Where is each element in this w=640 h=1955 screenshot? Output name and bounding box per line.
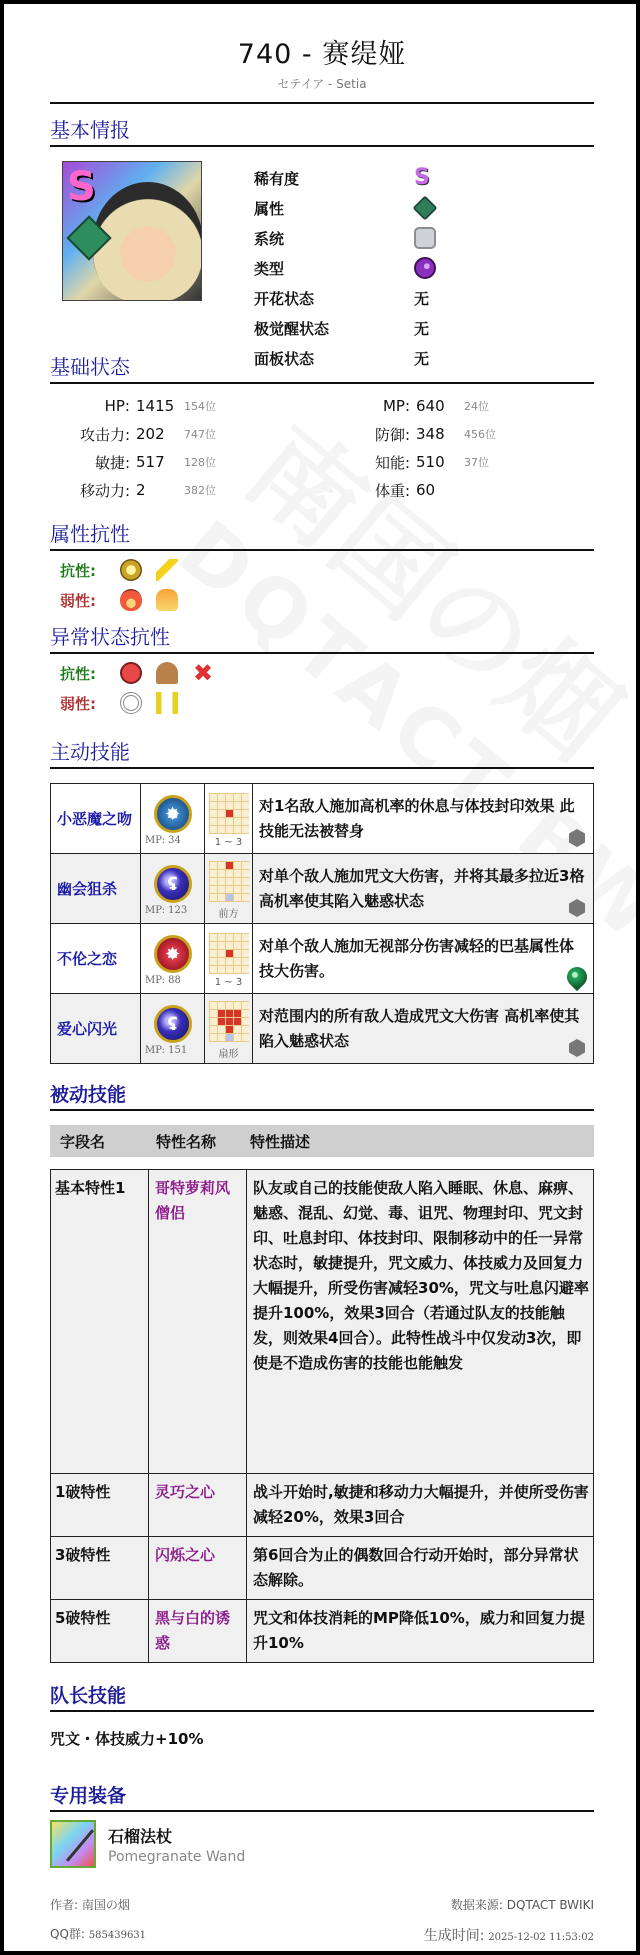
stat-rank: 37位 bbox=[464, 456, 489, 469]
stat-value: 348 bbox=[416, 425, 445, 443]
wand-icon bbox=[50, 1820, 96, 1868]
divider bbox=[50, 102, 594, 104]
passive-row bbox=[51, 1537, 594, 1600]
skill-range-cell bbox=[205, 854, 253, 924]
skill-range-cell bbox=[205, 784, 253, 854]
passive-field: 3破特性 bbox=[51, 1537, 149, 1600]
stat-value: 640 bbox=[416, 397, 445, 415]
neutral-hex-icon bbox=[569, 1039, 585, 1057]
header-name: 特性名称 bbox=[156, 1132, 217, 1151]
resist-label: 抗性: bbox=[60, 561, 96, 580]
skill-orb-red-icon: ✸ bbox=[154, 935, 192, 973]
passive-field: 基本特性1 bbox=[51, 1170, 149, 1474]
stat-intelligence bbox=[350, 448, 594, 476]
skill-name: 幽会狙杀 bbox=[51, 854, 141, 924]
stat-mp bbox=[350, 392, 594, 420]
skill-range-cell bbox=[205, 924, 253, 994]
qq-value: 585439631 bbox=[88, 1930, 147, 1941]
skill-mp: MP: 88 bbox=[145, 975, 181, 986]
skill-range: 扇形 bbox=[218, 1049, 239, 1060]
stat-attack bbox=[50, 420, 350, 448]
skill-row bbox=[51, 994, 594, 1064]
skill-name: 爱心闪光 bbox=[51, 994, 141, 1064]
skill-desc-cell bbox=[253, 994, 594, 1064]
passive-desc: 战斗开始时,敏捷和移动力大幅提升，并使所受伤害减轻20%，效果3回合 bbox=[247, 1474, 594, 1537]
time-label: 生成时间: bbox=[423, 1928, 485, 1944]
range-grid-icon bbox=[209, 1001, 249, 1042]
system-icon bbox=[414, 227, 436, 249]
equipment-en-name: Pomegranate Wand bbox=[108, 1848, 246, 1865]
stat-value: 1415 bbox=[136, 397, 175, 415]
info-value: 无 bbox=[414, 289, 430, 308]
info-label: 面板状态 bbox=[254, 349, 315, 368]
section-leader-skill: 队长技能 bbox=[50, 1681, 594, 1712]
equipment-text bbox=[108, 1824, 245, 1865]
range-grid-icon bbox=[209, 793, 249, 834]
skill-desc: 对单个敌人施加咒文大伤害，并将其最多拉近3格 高机率使其陷入魅惑状态 bbox=[259, 866, 585, 910]
skill-desc-cell bbox=[253, 854, 594, 924]
page-subtitle: セテイア - Setia bbox=[277, 77, 367, 91]
stat-defense bbox=[350, 420, 594, 448]
info-row-awakening bbox=[254, 313, 436, 343]
status-weak-row bbox=[60, 688, 594, 718]
passive-row bbox=[51, 1600, 594, 1663]
section-status-resist: 异常状态抗性 bbox=[50, 621, 594, 654]
passive-row bbox=[51, 1474, 594, 1537]
passive-desc: 第6回合为止的偶数回合行动开始时，部分异常状态解除。 bbox=[247, 1537, 594, 1600]
skill-name: 小恶魔之吻 bbox=[51, 784, 141, 854]
seal-status-icon bbox=[156, 662, 178, 684]
stat-value: 510 bbox=[416, 453, 445, 471]
passive-name: 哥特萝莉风僧侣 bbox=[149, 1170, 247, 1474]
section-base-stats: 基础状态 bbox=[50, 351, 594, 384]
skill-desc: 对范围内的所有敌人造成咒文大伤害 高机率使其陷入魅惑状态 bbox=[259, 1006, 580, 1050]
info-value: 无 bbox=[414, 349, 430, 368]
stat-rank: 382位 bbox=[184, 484, 216, 497]
stat-hp bbox=[50, 392, 350, 420]
info-row-system bbox=[254, 223, 436, 253]
stat-value: 517 bbox=[136, 453, 165, 471]
stat-rank: 24位 bbox=[464, 400, 489, 413]
wind-element-icon bbox=[413, 196, 438, 221]
stat-label: 体重: bbox=[374, 481, 410, 500]
stat-value: 202 bbox=[136, 425, 165, 443]
skill-icon-cell bbox=[141, 994, 205, 1064]
footer bbox=[50, 1896, 594, 1945]
info-row-bloom bbox=[254, 283, 436, 313]
skill-name: 不伦之恋 bbox=[51, 924, 141, 994]
skill-mp: MP: 123 bbox=[145, 905, 188, 916]
page-frame bbox=[4, 4, 636, 1951]
stat-rank: 154位 bbox=[184, 400, 216, 413]
info-label: 开花状态 bbox=[254, 289, 315, 308]
passive-row bbox=[51, 1170, 594, 1474]
passive-name: 黑与白的诱惑 bbox=[149, 1600, 247, 1663]
footer-qq bbox=[50, 1925, 322, 1945]
passive-field: 5破特性 bbox=[51, 1600, 149, 1663]
ring-status-icon bbox=[120, 692, 142, 714]
info-value: 无 bbox=[414, 319, 430, 338]
stat-label: 移动力: bbox=[79, 481, 130, 500]
type-magic-icon bbox=[414, 257, 436, 279]
info-label: 稀有度 bbox=[254, 169, 300, 188]
info-label: 极觉醒状态 bbox=[254, 319, 330, 338]
section-passive-skills: 被动技能 bbox=[50, 1080, 594, 1111]
fire-element-icon bbox=[120, 589, 142, 611]
passive-table-header bbox=[50, 1125, 594, 1157]
skill-row bbox=[51, 924, 594, 994]
stat-label: MP: bbox=[382, 397, 410, 415]
instant-death-icon: ✖ bbox=[192, 659, 214, 687]
stat-value: 2 bbox=[136, 481, 146, 499]
stat-label: 防御: bbox=[374, 425, 410, 444]
stat-rank: 128位 bbox=[184, 456, 216, 469]
skill-range-cell bbox=[205, 994, 253, 1064]
stat-label: 敏捷: bbox=[94, 453, 130, 472]
source-label: 数据来源: bbox=[450, 1898, 503, 1912]
footer-author bbox=[50, 1896, 322, 1913]
element-weak-row bbox=[60, 585, 594, 615]
passive-name: 闪烁之心 bbox=[149, 1537, 247, 1600]
stat-move bbox=[50, 476, 350, 504]
skill-orb-spell-icon: ʢ bbox=[154, 1005, 192, 1043]
resist-label: 抗性: bbox=[60, 664, 96, 683]
passive-desc: 咒文和体技消耗的MP降低10%，威力和回复力提升10% bbox=[247, 1600, 594, 1663]
info-label: 属性 bbox=[254, 199, 285, 218]
passive-field: 1破特性 bbox=[51, 1474, 149, 1537]
skill-range: 1 ~ 3 bbox=[214, 837, 243, 848]
author-value: 南国の烟 bbox=[81, 1898, 130, 1912]
neutral-hex-icon bbox=[569, 899, 585, 917]
skill-orb-spell-icon: ʢ bbox=[154, 865, 192, 903]
source-value: DQTACT BWIKI bbox=[506, 1898, 594, 1912]
lightning-element-icon bbox=[156, 559, 178, 581]
weak-label: 弱性: bbox=[60, 591, 96, 610]
info-table bbox=[254, 163, 436, 368]
shake-status-icon bbox=[156, 692, 178, 714]
leader-skill-text: 咒文・体技威力+10% bbox=[50, 1730, 204, 1748]
info-label: 类型 bbox=[254, 259, 285, 278]
info-row-rarity bbox=[254, 163, 436, 193]
stat-value: 60 bbox=[416, 481, 436, 499]
skill-range: 1 ~ 3 bbox=[214, 977, 243, 988]
element-resist-row bbox=[60, 555, 594, 585]
wind-element-icon bbox=[563, 963, 591, 991]
skill-desc: 对单个敌人施加无视部分伤害减轻的巴基属性体技大伤害。 bbox=[259, 936, 575, 980]
character-portrait bbox=[62, 161, 202, 301]
page-title: 740 - 赛缇娅 bbox=[237, 39, 407, 70]
info-row-panel bbox=[254, 343, 436, 373]
section-active-skills: 主动技能 bbox=[50, 736, 594, 769]
qq-label: QQ群: bbox=[50, 1927, 85, 1941]
light-element-icon bbox=[120, 559, 142, 581]
section-element-resist: 属性抗性 bbox=[50, 518, 594, 551]
footer-source bbox=[322, 1896, 594, 1913]
weak-label: 弱性: bbox=[60, 694, 96, 713]
stat-agility bbox=[50, 448, 350, 476]
passive-skills-table bbox=[50, 1169, 594, 1663]
content bbox=[50, 4, 594, 1951]
skill-orb-blue-icon: ✸ bbox=[154, 795, 192, 833]
header-desc: 特性描述 bbox=[250, 1132, 311, 1151]
active-skills-table bbox=[50, 783, 594, 1064]
neutral-hex-icon bbox=[569, 829, 585, 847]
section-basic-info: 基本情报 bbox=[50, 114, 594, 147]
passive-name: 灵巧之心 bbox=[149, 1474, 247, 1537]
skill-mp: MP: 34 bbox=[145, 835, 181, 846]
footer-time bbox=[322, 1925, 594, 1945]
stats-grid bbox=[50, 392, 594, 504]
flame-element-icon bbox=[156, 589, 178, 611]
rarity-s-icon: S bbox=[414, 165, 430, 190]
stat-label: 攻击力: bbox=[79, 425, 130, 444]
equipment-item bbox=[50, 1820, 594, 1868]
skill-icon-cell bbox=[141, 784, 205, 854]
info-row-element bbox=[254, 193, 436, 223]
skill-range: 前方 bbox=[218, 909, 239, 920]
stat-rank: 456位 bbox=[464, 428, 496, 441]
skill-icon-cell bbox=[141, 854, 205, 924]
stat-label: HP: bbox=[104, 397, 130, 415]
author-label: 作者: bbox=[50, 1898, 79, 1912]
stat-label: 知能: bbox=[374, 453, 410, 472]
passive-desc: 队友或自己的技能使敌人陷入睡眠、休息、麻痹、魅惑、混乱、幻觉、毒、诅咒、物理封印、咒文封印、吐息封印、体技封印、限制移动中的任一异常状态时，敏捷提升，咒文威力、体技威力及回复力大幅提升，所受伤害减轻30%，咒文与吐息闪避率提升100%，效果3回合（若通过队友的技能触发，则效果4回合）。此特性战斗中仅发动3次，即使是不造成伤害的技能也能触发 bbox=[247, 1170, 594, 1474]
skill-icon-cell bbox=[141, 924, 205, 994]
info-row-type bbox=[254, 253, 436, 283]
skill-row bbox=[51, 784, 594, 854]
stat-weight bbox=[350, 476, 594, 504]
portrait-art bbox=[93, 182, 202, 301]
section-equipment: 专用装备 bbox=[50, 1781, 594, 1812]
status-resist-row bbox=[60, 658, 594, 688]
equipment-name: 石榴法杖 bbox=[108, 1826, 173, 1846]
info-label: 系统 bbox=[254, 229, 285, 248]
skill-mp: MP: 151 bbox=[145, 1045, 188, 1056]
stat-rank: 747位 bbox=[184, 428, 216, 441]
charm-status-icon bbox=[120, 662, 142, 684]
time-value: 2025-12-02 11:53:02 bbox=[488, 1932, 594, 1943]
range-grid-icon bbox=[209, 933, 249, 974]
rarity-badge-icon: S bbox=[67, 164, 96, 210]
skill-desc: 对1名敌人施加高机率的休息与体技封印效果 此技能无法被替身 bbox=[259, 796, 575, 840]
skill-desc-cell bbox=[253, 784, 594, 854]
skill-row bbox=[51, 854, 594, 924]
range-grid-icon bbox=[209, 861, 249, 902]
skill-desc-cell bbox=[253, 924, 594, 994]
header-field: 字段名 bbox=[60, 1132, 106, 1151]
